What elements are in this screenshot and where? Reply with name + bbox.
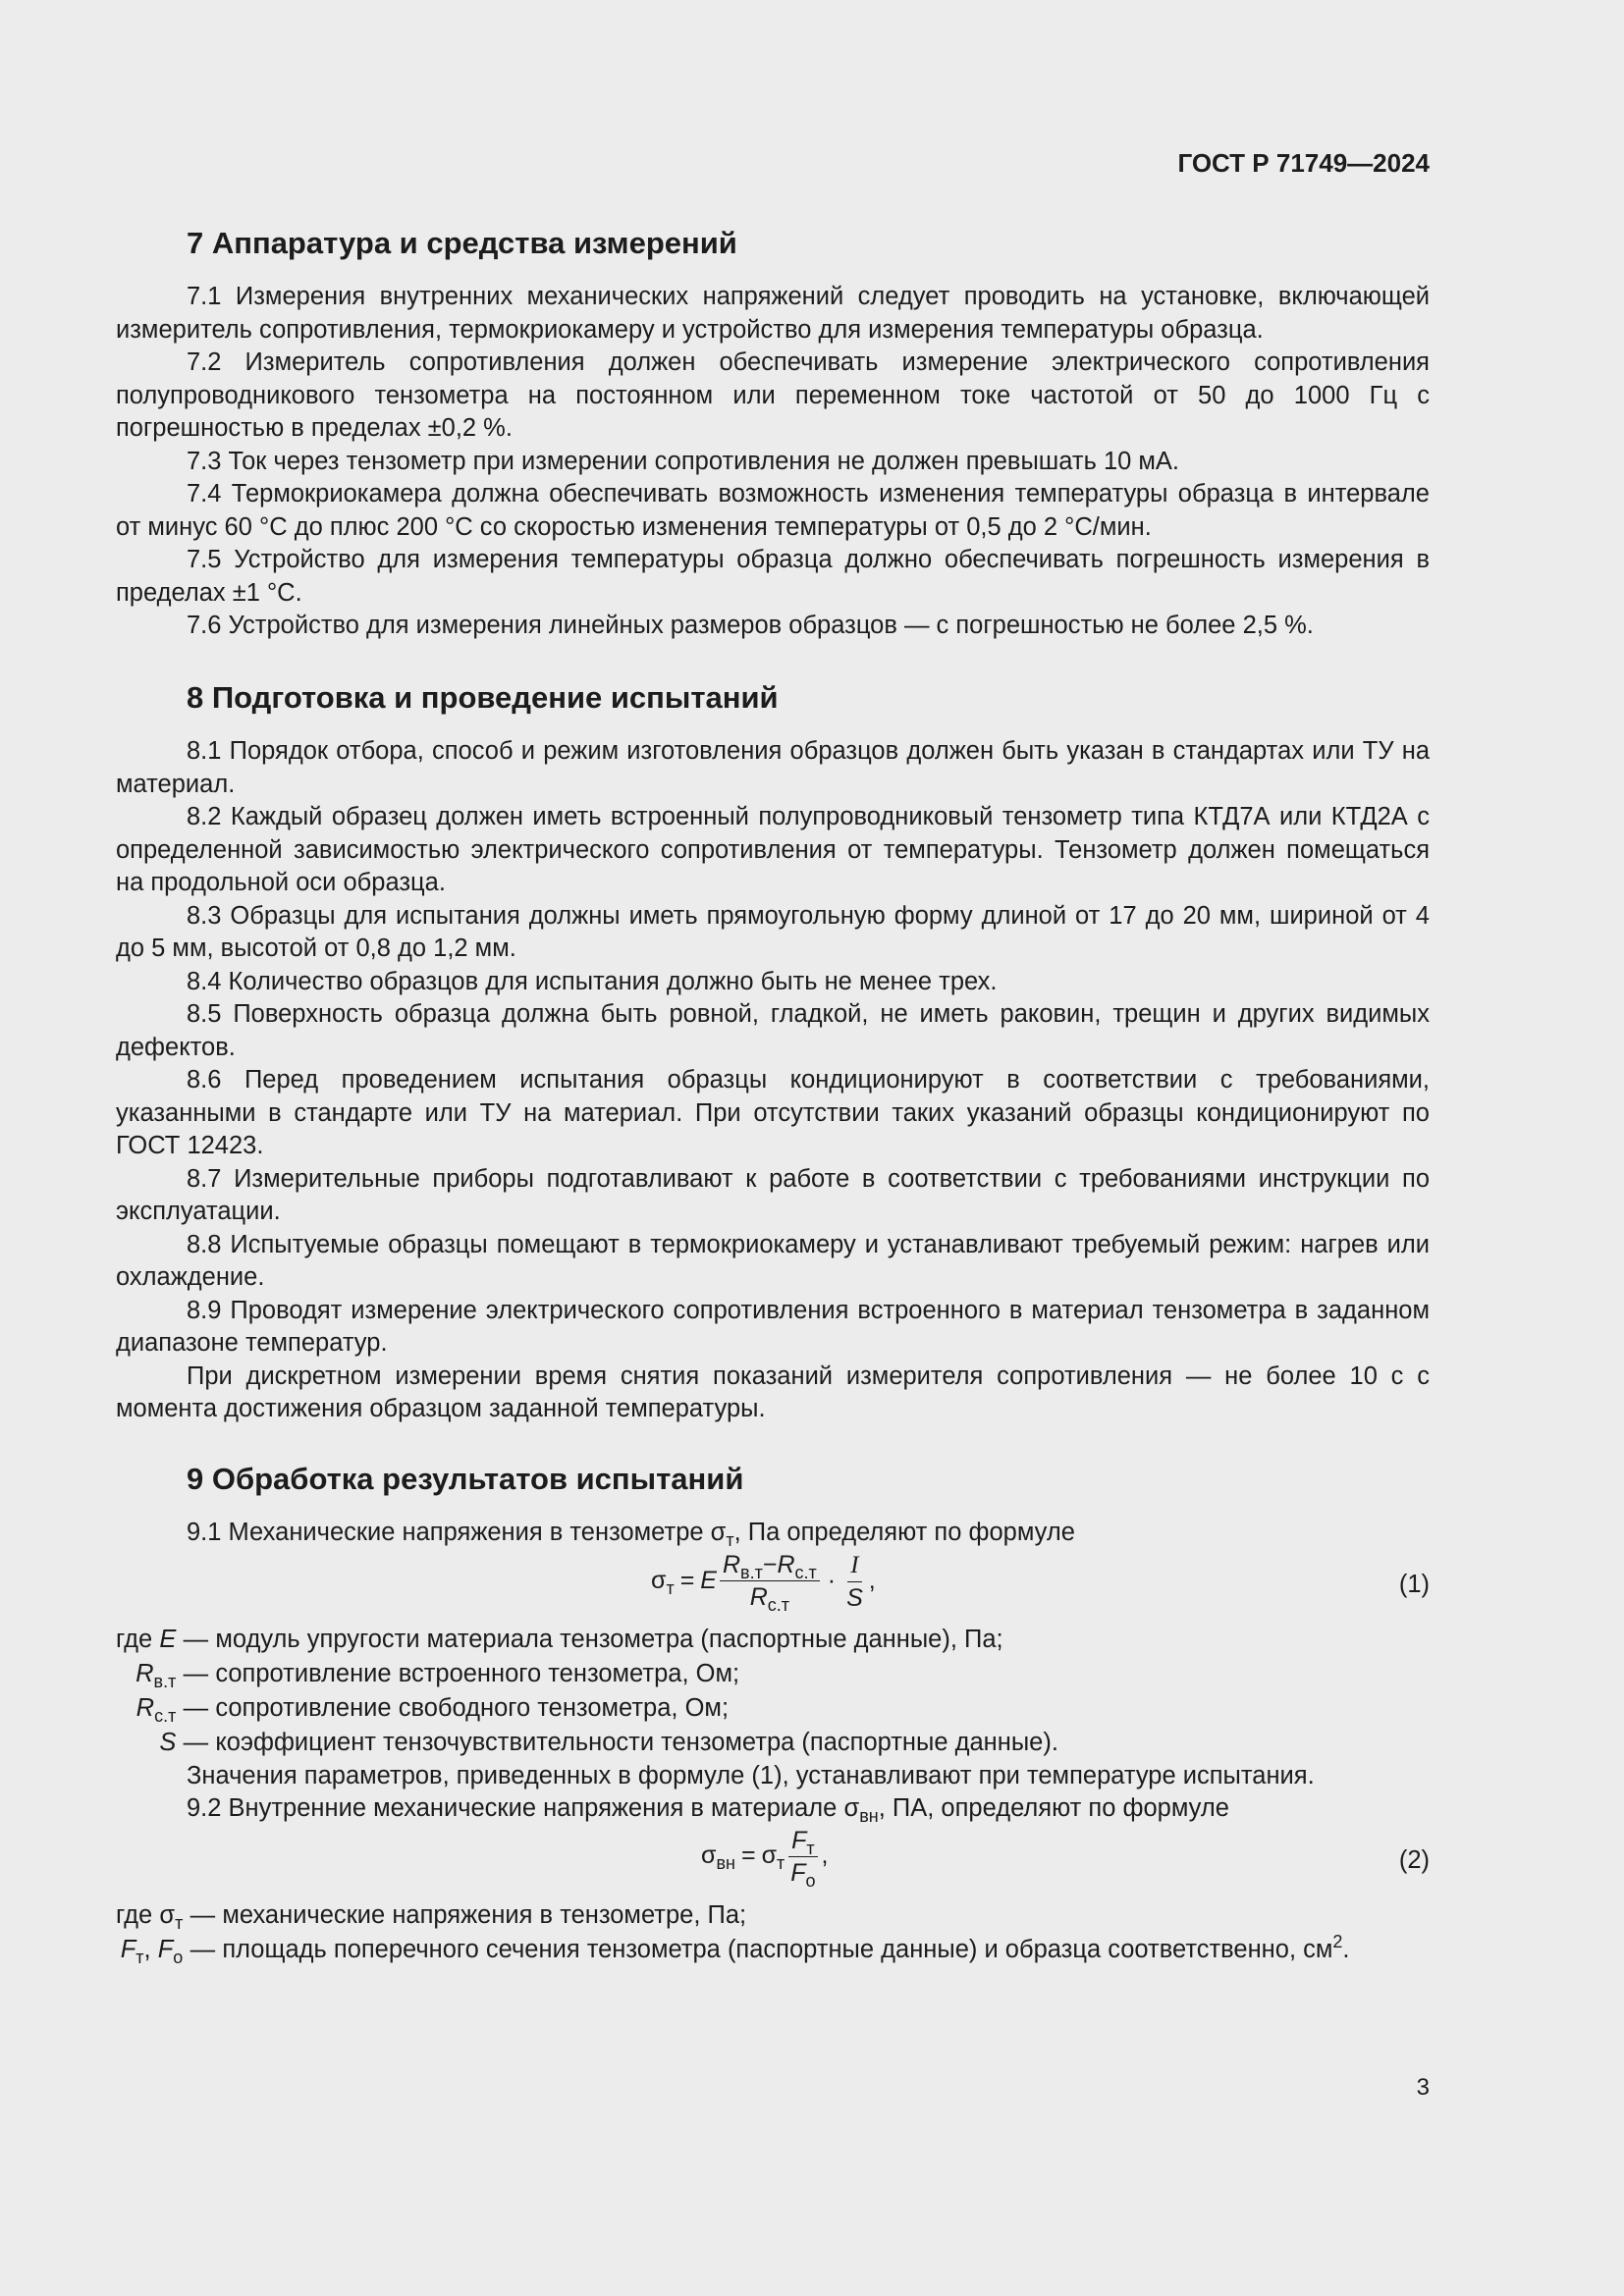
formula-1-note: Значения параметров, приведенных в формуле (1), устанавливают при температуре испытания. [187,1761,1315,1789]
paragraph-8-2: 8.2 Каждый образец должен иметь встроенный полупроводниковый тензометр типа КТД7А или КТД2А с определенной зависимостью электрического сопротивления от температуры. Тензометр должен помещаться на продольной оси образца. [116,803,1430,896]
paragraph-8-9-note: При дискретном измерении время снятия показаний измерителя сопротивления — не более 10 с с момента достижения образцом заданной температуры. [116,1362,1430,1422]
paragraph-8-8: 8.8 Испытуемые образцы помещают в термокриокамеру и устанавливают требуемый режим: нагрев или охлаждение. [116,1230,1430,1291]
paragraph-7-3: 7.3 Ток через тензометр при измерении сопротивления не должен превышать 10 мА. [187,447,1180,475]
formula-1-fraction-sensitivity: $\frac{I}{S}$ [846,1551,863,1612]
paragraph-8-4: 8.4 Количество образцов для испытания должно быть не менее трех. [187,967,998,995]
paragraph-7-4: 7.4 Термокриокамера должна обеспечивать возможность изменения температуры образца в интервале от минус 60 °С до плюс 200 °С со скоростью изменения температуры от 0,5 до 2 °С/мин. [116,480,1430,541]
section-9 [116,1460,1430,1967]
section-8-heading: 8 Подготовка и проведение испытаний [187,680,779,715]
section-8 [116,678,1430,1426]
formula-2-number: (2) [1398,1845,1430,1874]
section-7-heading: 7 Аппаратура и средства измерений [187,226,737,260]
paragraph-8-3: 8.3 Образцы для испытания должны иметь прямоугольную форму длиной от 17 до 20 мм, шириной от 4 до 5 мм, высотой от 0,8 до 1,2 мм. [116,901,1430,962]
legend-row-Rst: $R_{с.т}$ — сопротивление свободного тензометра, Ом; [135,1693,730,1726]
formula-1-row [116,1550,1430,1623]
legend-row-sigma-t: где $\sigma_т$ — механические напряжения в тензометре, Па; [116,1900,747,1933]
paragraph-8-5: 8.5 Поверхность образца должна быть ровной, гладкой, не иметь раковин, трещин и других видимых дефектов. [116,1000,1430,1061]
formula-2-row [116,1826,1430,1898]
paragraph-8-9: 8.9 Проводят измерение электрического сопротивления встроенного в материал тензометра в заданном диапазоне температур. [116,1296,1430,1357]
section-7 [116,224,1430,643]
formula-1-fraction-resistance: $\frac{R_{в.т}-R_{с.т}}{R_{с.т}}$ [720,1550,820,1612]
document-code: ГОСТ Р 71749—2024 [1177,148,1430,178]
paragraph-9-2: 9.2 Внутренние механические напряжения в материале $\sigma_{вн}$, ПА, определяют по формуле [187,1794,1229,1826]
legend-row-F: $F_т$, $F_о$ — площадь поперечного сечения тензометра (паспортные данные) и образца соответственно, $см^2$. [120,1931,1350,1967]
page-number: 3 [1416,2074,1430,2101]
formula-2-fraction-area: $\frac{F_т}{F_о}$ [787,1826,818,1888]
formula-2: $\sigma_{вн}$ = $\sigma_т$ $\frac{F_т}{F_о}$ , [701,1826,829,1891]
section-9-heading: 9 Обработка результатов испытаний [187,1462,744,1496]
paragraph-7-6: 7.6 Устройство для измерения линейных размеров образцов — с погрешностью не более 2,5 %. [187,612,1314,639]
legend-row-Rvt: $R_{в.т}$ — сопротивление встроенного тензометра, Ом; [135,1659,740,1691]
formula-1-legend [116,1623,1430,1760]
paragraph-8-7: 8.7 Измерительные приборы подготавливают к работе в соответствии с требованиями инструкции по эксплуатации. [116,1164,1430,1225]
formula-2-legend [116,1898,1430,1967]
paragraph-7-5: 7.5 Устройство для измерения температуры образца должно обеспечивать погрешность измерения в пределах ±1 °С. [116,546,1430,607]
formula-1-number: (1) [1398,1570,1430,1598]
paragraph-7-1: 7.1 Измерения внутренних механических напряжений следует проводить на установке, включающей измеритель сопротивления, термокриокамеру и устройство для измерения температуры образца. [116,283,1430,344]
paragraph-9-1: 9.1 Механические напряжения в тензометре $\sigma_т$, Па определяют по формуле [187,1519,1075,1550]
paragraph-7-2: 7.2 Измеритель сопротивления должен обеспечивать измерение электрического сопротивления полупроводникового тензометра на постоянном или переменном токе частотой от 50 до 1000 Гц с погрешностью в пределах ±0,2 %. [116,348,1430,442]
formula-1: $\sigma_т$ = E $\frac{R_{в.т}-R_{с.т}}{R_{с.т}}$ · $\frac{I}{S}$ , [651,1551,876,1615]
paragraph-8-1: 8.1 Порядок отбора, способ и режим изготовления образцов должен быть указан в стандартах или ТУ на материал. [116,737,1430,798]
legend-row-E: где E — модуль упругости материала тензометра (паспортные данные), Па; [116,1625,1003,1653]
legend-row-S: S — коэффициент тензочувствительности тензометра (паспортные данные). [159,1728,1058,1756]
paragraph-8-6: 8.6 Перед проведением испытания образцы кондиционируют в соответствии с требованиями, указанными в стандарте или ТУ на материал. При отсутствии таких указаний образцы кондиционируют по ГОСТ 12423. [116,1066,1430,1159]
